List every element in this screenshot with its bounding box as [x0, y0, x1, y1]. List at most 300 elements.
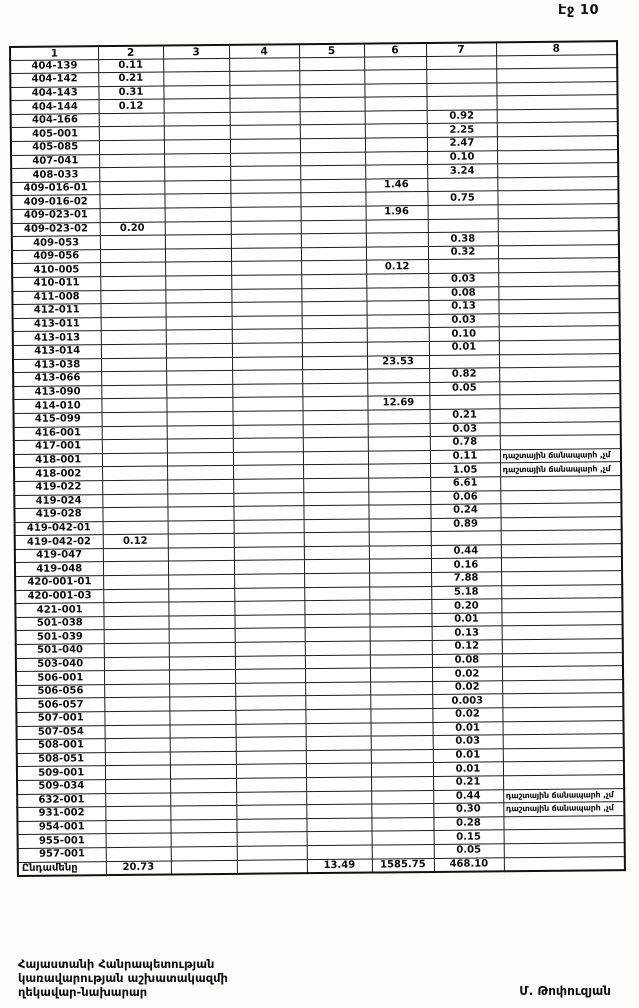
table-cell	[104, 657, 169, 671]
table-cell	[234, 560, 304, 574]
table-cell	[300, 111, 365, 125]
table-cell	[170, 778, 236, 792]
table-cell	[501, 530, 622, 545]
table-cell	[301, 206, 366, 220]
table-cell	[303, 410, 368, 424]
table-cell	[302, 315, 367, 329]
table-cell	[165, 248, 231, 262]
table-cell: 418-001	[14, 453, 102, 467]
table-cell	[165, 221, 231, 235]
column-header-5: 5	[299, 44, 364, 58]
table-cell	[232, 370, 302, 384]
table-cell	[368, 464, 430, 478]
table-cell	[236, 737, 306, 751]
table-cell	[427, 178, 497, 192]
table-cell	[371, 763, 433, 777]
table-cell	[369, 573, 431, 587]
table-cell	[502, 652, 623, 667]
table-cell	[232, 397, 302, 411]
table-cell	[164, 167, 230, 181]
table-cell: 412-011	[12, 304, 100, 318]
table-cell: 501-040	[16, 644, 104, 658]
table-cell	[99, 113, 164, 127]
table-cell	[427, 96, 497, 110]
table-cell	[231, 207, 301, 221]
table-cell: 506-001	[16, 671, 104, 685]
table-cell: 0.32	[428, 246, 498, 260]
table-cell	[106, 833, 171, 847]
table-cell: 5.18	[431, 585, 501, 599]
table-cell	[103, 616, 168, 630]
table-cell	[301, 260, 366, 274]
table-cell	[165, 207, 231, 221]
table-cell	[303, 464, 368, 478]
table-cell	[368, 505, 430, 519]
table-cell	[234, 519, 304, 533]
table-cell	[503, 747, 624, 762]
table-cell	[498, 244, 619, 259]
table-cell: 2.25	[427, 123, 497, 137]
table-cell	[233, 451, 303, 465]
table-cell	[234, 574, 304, 588]
table-cell	[502, 666, 623, 681]
table-cell	[230, 125, 300, 139]
table-cell	[105, 725, 170, 739]
table-cell: 0.20	[431, 599, 501, 613]
table-cell	[305, 682, 370, 696]
table-cell	[231, 220, 301, 234]
table-cell	[503, 815, 624, 830]
table-cell	[500, 489, 621, 504]
table-cell	[234, 587, 304, 601]
table-cell	[366, 273, 428, 287]
table-cell	[165, 275, 231, 289]
table-cell	[168, 520, 234, 534]
table-cell	[234, 601, 304, 615]
table-cell	[496, 68, 617, 83]
data-table-wrapper	[9, 40, 626, 876]
table-cell	[304, 546, 369, 560]
signatory-name: Մ. Թոփուզյան	[519, 984, 611, 998]
issuer-line-1: Հայաստանի Հանրապետության	[18, 957, 215, 971]
table-cell	[164, 139, 230, 153]
table-cell: 0.11	[430, 450, 500, 464]
table-cell	[168, 615, 234, 629]
table-cell	[236, 750, 306, 764]
table-cell	[169, 683, 235, 697]
table-cell	[235, 655, 305, 669]
table-cell	[426, 55, 496, 69]
page-number-label: Էջ 10	[557, 3, 599, 18]
table-cell	[368, 450, 430, 464]
table-cell	[497, 109, 618, 124]
table-cell	[365, 165, 427, 179]
table-cell	[104, 697, 169, 711]
table-cell: 404-166	[11, 114, 99, 128]
table-cell	[368, 437, 430, 451]
table-cell	[303, 505, 368, 519]
table-cell	[235, 696, 305, 710]
table-cell	[304, 600, 369, 614]
table-cell	[302, 328, 367, 342]
table-cell	[300, 152, 365, 166]
table-cell	[103, 548, 168, 562]
table-cell	[235, 642, 305, 656]
table-cell: 413-090	[13, 385, 101, 399]
table-cell	[370, 668, 432, 682]
table-cell	[100, 290, 165, 304]
table-cell	[502, 679, 623, 694]
table-cell	[497, 149, 618, 164]
table-cell: 0.08	[428, 286, 498, 300]
table-cell	[101, 398, 166, 412]
table-cell	[163, 71, 229, 85]
table-cell	[101, 330, 166, 344]
table-cell	[368, 477, 430, 491]
table-cell	[232, 315, 302, 329]
table-cell	[303, 492, 368, 506]
table-cell	[232, 356, 302, 370]
table-cell: 0.01	[431, 613, 501, 627]
table-cell	[426, 83, 496, 97]
table-cell: 12.69	[367, 396, 429, 410]
table-cell	[302, 342, 367, 356]
table-cell	[370, 654, 432, 668]
table-cell	[370, 708, 432, 722]
table-cell	[299, 70, 364, 84]
table-cell	[236, 791, 306, 805]
table-cell	[100, 235, 165, 249]
table-cell	[99, 126, 164, 140]
table-cell	[101, 344, 166, 358]
table-cell: 0.06	[430, 490, 500, 504]
table-cell	[364, 56, 426, 70]
table-cell	[169, 629, 235, 643]
table-cell	[367, 314, 429, 328]
table-cell	[307, 831, 372, 845]
table-cell	[233, 465, 303, 479]
table-cell	[104, 629, 169, 643]
table-cell	[497, 122, 618, 137]
table-cell	[166, 371, 232, 385]
table-cell	[504, 856, 625, 871]
table-cell: 0.01	[433, 749, 503, 763]
table-cell: 0.82	[429, 368, 499, 382]
table-cell: 7.88	[431, 572, 501, 586]
table-cell	[306, 723, 371, 737]
table-cell	[102, 412, 167, 426]
table-cell	[170, 819, 236, 833]
table-cell	[499, 326, 620, 341]
table-cell	[102, 480, 167, 494]
table-cell: 0.44	[431, 545, 501, 559]
table-cell	[498, 217, 619, 232]
table-cell	[426, 69, 496, 83]
table-cell	[304, 587, 369, 601]
table-cell	[168, 561, 234, 575]
table-cell: 506-057	[16, 698, 104, 712]
table-cell	[230, 139, 300, 153]
table-cell	[105, 806, 170, 820]
table-cell	[367, 341, 429, 355]
table-cell	[304, 532, 369, 546]
table-cell	[236, 723, 306, 737]
table-cell: 0.24	[430, 504, 500, 518]
table-cell: 0.003	[432, 694, 502, 708]
table-cell	[230, 193, 300, 207]
table-cell	[497, 177, 618, 192]
table-cell: 411-008	[12, 290, 100, 304]
table-cell: 408-033	[11, 168, 99, 182]
table-cell: 1585.75	[372, 858, 434, 872]
table-cell: 413-066	[13, 372, 101, 386]
table-cell	[368, 423, 430, 437]
table-cell	[365, 124, 427, 138]
table-cell: 0.10	[429, 327, 499, 341]
table-cell	[306, 750, 371, 764]
table-cell: 404-144	[11, 100, 99, 114]
table-cell	[99, 154, 164, 168]
table-cell	[105, 779, 170, 793]
table-cell	[233, 424, 303, 438]
table-cell	[502, 625, 623, 640]
table-cell	[497, 95, 618, 110]
table-cell	[237, 832, 307, 846]
table-cell	[371, 776, 433, 790]
table-cell: 0.15	[434, 830, 504, 844]
table-cell	[105, 820, 170, 834]
table-cell	[163, 85, 229, 99]
table-cell	[301, 301, 366, 315]
table-cell	[365, 138, 427, 152]
table-cell	[170, 724, 236, 738]
table-cell	[498, 204, 619, 219]
table-cell	[104, 670, 169, 684]
table-cell	[497, 136, 618, 151]
table-cell	[237, 859, 307, 873]
table-cell	[230, 180, 300, 194]
table-cell	[166, 357, 232, 371]
table-cell	[497, 190, 618, 205]
table-cell	[165, 303, 231, 317]
table-cell: 0.12	[432, 640, 502, 654]
table-cell	[103, 521, 168, 535]
table-cell: 417-001	[14, 440, 102, 454]
table-cell	[369, 518, 431, 532]
table-cell: 404-143	[10, 86, 98, 100]
table-cell	[367, 382, 429, 396]
table-cell	[166, 398, 232, 412]
table-cell	[369, 545, 431, 559]
table-cell	[104, 711, 169, 725]
table-cell: 0.08	[432, 653, 502, 667]
table-cell	[231, 261, 301, 275]
table-cell	[164, 194, 230, 208]
table-cell: 415-099	[14, 413, 102, 427]
table-cell	[371, 817, 433, 831]
table-cell	[372, 831, 434, 845]
table-cell: 0.03	[428, 273, 498, 287]
table-cell: 409-023-02	[12, 222, 100, 236]
table-cell	[367, 328, 429, 342]
table-cell	[100, 303, 165, 317]
table-cell: 507-054	[17, 725, 105, 739]
table-cell	[305, 641, 370, 655]
table-cell	[105, 738, 170, 752]
table-cell	[235, 710, 305, 724]
table-cell	[102, 453, 167, 467]
table-cell	[167, 438, 233, 452]
table-cell: 407-041	[11, 154, 99, 168]
table-body	[10, 54, 625, 875]
table-cell: 509-001	[17, 766, 105, 780]
table-cell	[164, 180, 230, 194]
table-cell	[168, 547, 234, 561]
table-cell: 0.21	[98, 72, 163, 86]
table-cell	[500, 476, 621, 491]
table-cell: 419-028	[14, 508, 102, 522]
table-cell: 0.10	[427, 150, 497, 164]
column-header-2: 2	[98, 46, 163, 60]
table-cell: 0.13	[428, 300, 498, 314]
table-cell: 3.24	[427, 164, 497, 178]
table-cell	[236, 778, 306, 792]
table-cell	[501, 571, 622, 586]
table-cell: 410-005	[12, 263, 100, 277]
table-cell	[235, 682, 305, 696]
table-cell: 419-024	[14, 494, 102, 508]
table-cell	[99, 140, 164, 154]
table-cell	[170, 765, 236, 779]
table-cell: 409-016-01	[11, 181, 99, 195]
table-cell: 416-001	[14, 426, 102, 440]
table-cell	[231, 234, 301, 248]
table-cell	[305, 628, 370, 642]
table-cell	[302, 356, 367, 370]
table-cell	[235, 628, 305, 642]
table-cell: 0.30	[433, 803, 503, 817]
table-cell	[164, 99, 230, 113]
table-cell	[301, 274, 366, 288]
table-cell	[500, 408, 621, 423]
table-cell	[366, 287, 428, 301]
table-cell	[166, 316, 232, 330]
table-cell	[230, 98, 300, 112]
table-cell	[299, 57, 364, 71]
table-cell	[99, 167, 164, 181]
table-cell	[364, 83, 426, 97]
table-cell: 0.02	[432, 681, 502, 695]
table-cell	[504, 843, 625, 858]
table-cell: 413-013	[13, 331, 101, 345]
table-cell	[165, 289, 231, 303]
table-cell: 632-001	[17, 793, 105, 807]
table-cell	[301, 247, 366, 261]
table-cell	[102, 507, 167, 521]
table-cell: 419-042-01	[15, 521, 103, 535]
table-cell	[369, 559, 431, 573]
table-cell	[165, 235, 231, 249]
table-cell: Ընդամենը	[18, 861, 106, 875]
table-cell: 0.12	[366, 260, 428, 274]
column-header-3: 3	[163, 45, 229, 59]
table-cell	[498, 231, 619, 246]
table-cell	[372, 844, 434, 858]
table-cell	[370, 627, 432, 641]
table-cell	[230, 152, 300, 166]
table-cell	[169, 710, 235, 724]
table-cell	[103, 602, 168, 616]
table-cell	[167, 452, 233, 466]
table-cell	[300, 193, 365, 207]
table-cell	[371, 722, 433, 736]
column-header-7: 7	[426, 42, 496, 56]
table-cell	[166, 330, 232, 344]
table-cell: 404-142	[10, 73, 98, 87]
table-cell	[428, 205, 498, 219]
table-cell	[366, 219, 428, 233]
table-cell	[370, 681, 432, 695]
table-cell	[429, 395, 499, 409]
table-cell	[103, 561, 168, 575]
table-cell	[306, 777, 371, 791]
table-cell	[431, 531, 501, 545]
table-cell	[234, 533, 304, 547]
table-cell	[167, 411, 233, 425]
table-cell: 409-023-01	[12, 209, 100, 223]
table-cell: 0.31	[98, 86, 163, 100]
table-cell	[305, 695, 370, 709]
table-cell: 957-001	[18, 848, 106, 862]
table-cell	[366, 301, 428, 315]
table-cell: 13.49	[307, 859, 372, 873]
table-cell: 0.20	[100, 222, 165, 236]
table-cell: դաշտային ճանապարհ ,չմ	[503, 802, 624, 817]
table-cell	[368, 409, 430, 423]
table-cell: 0.02	[432, 667, 502, 681]
table-cell	[169, 642, 235, 656]
table-cell	[299, 84, 364, 98]
table-cell	[301, 288, 366, 302]
table-cell	[499, 380, 620, 395]
table-cell	[300, 125, 365, 139]
table-cell	[306, 763, 371, 777]
table-cell	[429, 354, 499, 368]
table-cell	[231, 275, 301, 289]
table-cell	[169, 670, 235, 684]
table-cell: 404-139	[10, 59, 98, 73]
table-cell: 0.21	[433, 776, 503, 790]
table-cell: 501-038	[15, 616, 103, 630]
table-cell	[369, 613, 431, 627]
table-cell	[306, 736, 371, 750]
table-cell	[229, 57, 299, 71]
table-cell: 409-056	[12, 249, 100, 263]
table-cell	[171, 833, 237, 847]
table-cell	[234, 615, 304, 629]
table-cell	[106, 847, 171, 861]
table-cell	[100, 262, 165, 276]
table-cell	[300, 165, 365, 179]
table-cell	[498, 285, 619, 300]
table-cell	[300, 138, 365, 152]
table-cell	[167, 506, 233, 520]
table-cell	[369, 600, 431, 614]
table-cell	[498, 299, 619, 314]
table-cell	[498, 272, 619, 287]
table-cell: 0.78	[430, 436, 500, 450]
table-cell	[303, 437, 368, 451]
